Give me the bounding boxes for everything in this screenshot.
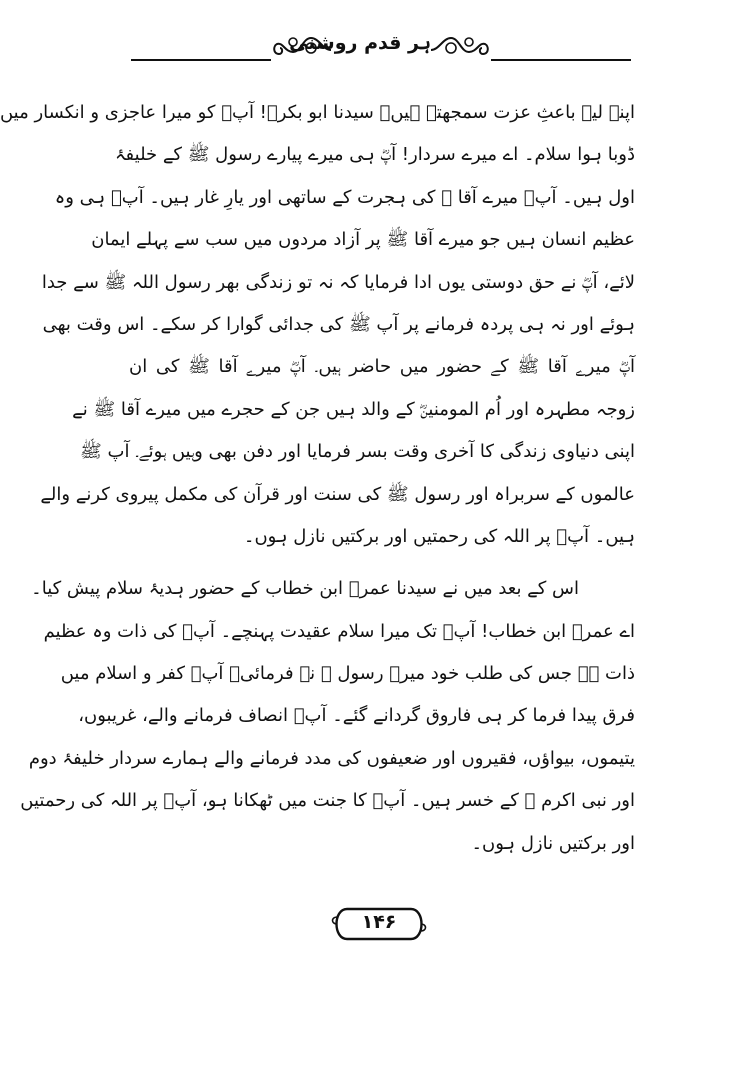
page-number: ۱۴۶ bbox=[361, 911, 397, 933]
scroll-ornament-icon bbox=[429, 28, 491, 68]
text-line: اپنے لیے باعثِ عزت سمجھتے ہیں۔ سیدنا ابو بکرؓ! آپؓ کو میرا عاجزی و انکسار میں bbox=[0, 102, 635, 123]
text-line: یتیموں، بیواؤں، فقیروں اور ضعیفوں کی مدد فرمانے والے ہمارے سردار خلیفۂ دوم bbox=[28, 747, 635, 769]
text-line: اس کے بعد میں نے سیدنا عمرؓ ابن خطاب کے حضور ہدیۂ سلام پیش کیا۔ bbox=[31, 578, 579, 600]
text-line: عظیم انسان ہیں جو میرے آقا ﷺ پر آزاد مردوں میں سب سے پہلے ایمان bbox=[91, 229, 635, 251]
header-rule-right bbox=[491, 59, 631, 61]
text-line: اپنی دنیاوی زندگی کا آخری وقت بسر فرمایا اور دفن بھی وہیں ہوئے۔ آپ ﷺ bbox=[80, 441, 635, 463]
text-line: اور برکتیں نازل ہوں۔ bbox=[471, 832, 635, 854]
text-line: آپؓ میرے آقا ﷺ کے حضور میں حاضر ہیں۔ آپؓ میرے آقا ﷺ کی ان bbox=[129, 356, 635, 378]
header-rule-left bbox=[131, 59, 271, 61]
text-line: ڈوبا ہوا سلام۔ اے میرے سردار! آپؓ ہی میرے پیارے رسول ﷺ کے خلیفۂ bbox=[114, 144, 635, 166]
text-line: زوجہ مطہرہ اور اُم المومنینؓ کے والد ہیں جن کے حجرے میں میرے آقا ﷺ نے bbox=[72, 398, 635, 420]
text-line: ہوئے اور نہ ہی پردہ فرمانے پر آپ ﷺ کی جدائی گوارا کر سکے۔ اس وقت بھی bbox=[42, 313, 635, 335]
body-text bbox=[0, 92, 635, 865]
paragraph bbox=[20, 568, 635, 865]
text-line: اے عمرؓ ابن خطاب! آپؓ تک میرا سلام عقیدت پہنچے۔ آپؓ کی ذات وہ عظیم bbox=[43, 620, 635, 642]
running-header bbox=[131, 26, 631, 70]
text-line: فرق پیدا فرما کر ہی فاروق گردانے گئے۔ آپؓ انصاف فرمانے والے، غریبوں، bbox=[78, 705, 635, 727]
page-number-badge bbox=[329, 905, 429, 943]
text-line: ذات ہے جس کی طلب خود میرے رسول ﷺ نے فرمائی۔ آپؓ کفر و اسلام میں bbox=[60, 663, 635, 685]
text-line: اول ہیں۔ آپؓ میرے آقا ﷺ کی ہجرت کے ساتھی اور یارِ غار ہیں۔ آپؓ ہی وہ bbox=[54, 186, 635, 208]
book-title: ہر قدم روشنی bbox=[289, 32, 431, 54]
header-title-ornament bbox=[271, 26, 491, 70]
text-line: عالموں کے سربراہ اور رسول ﷺ کی سنت اور قرآن کی مکمل پیروی کرنے والے bbox=[40, 483, 635, 505]
paragraph bbox=[0, 92, 635, 558]
text-line: ہیں۔ آپؓ پر اللہ کی رحمتیں اور برکتیں نازل ہوں۔ bbox=[243, 525, 635, 547]
text-line: اور نبی اکرم ﷺ کے خسر ہیں۔ آپؓ کا جنت میں ٹھکانا ہو، آپؓ پر اللہ کی رحمتیں bbox=[20, 790, 635, 812]
text-line: لائے، آپؓ نے حق دوستی یوں ادا فرمایا کہ نہ تو زندگی بھر رسول اللہ ﷺ سے جدا bbox=[41, 271, 635, 293]
